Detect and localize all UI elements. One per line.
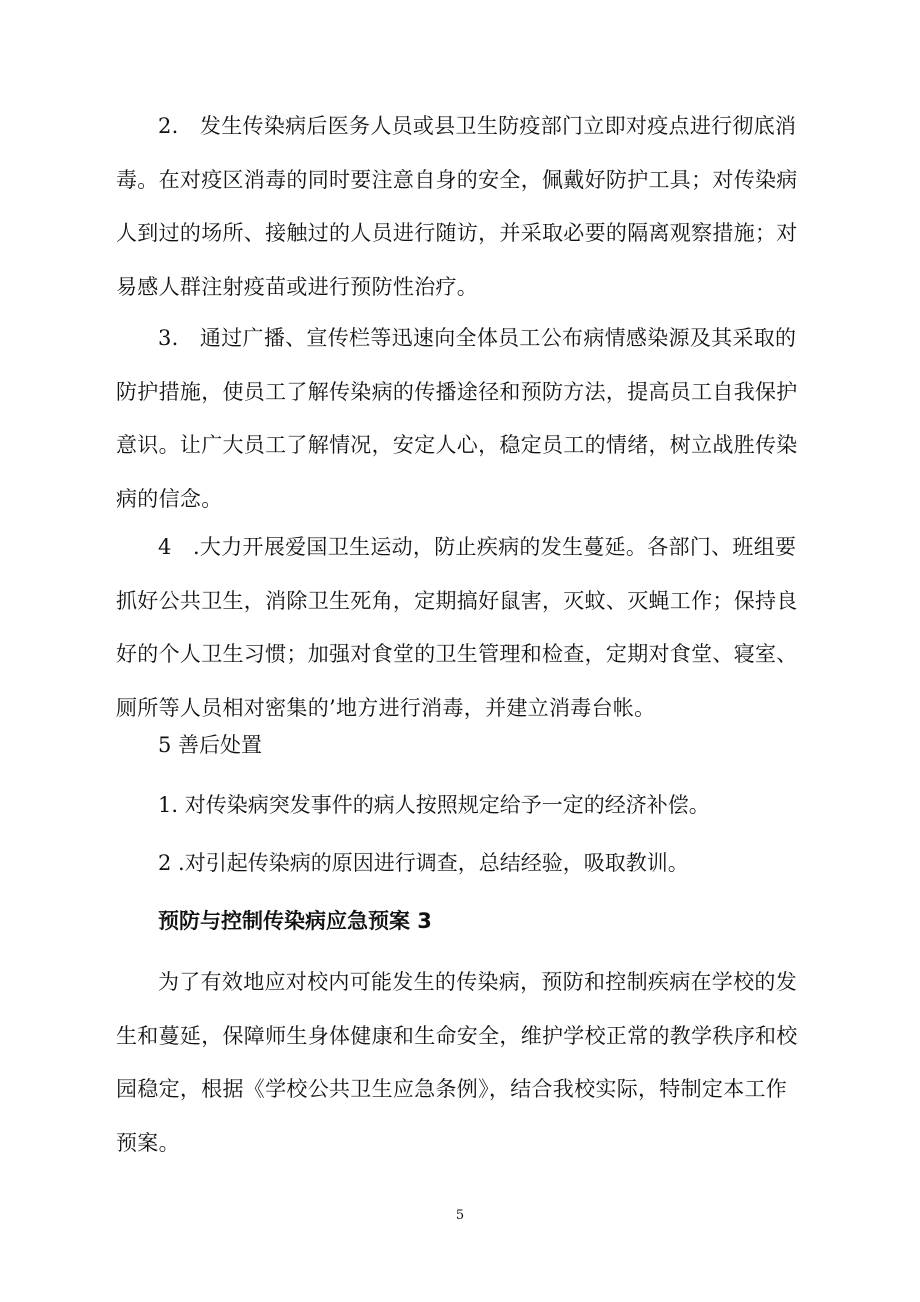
section-5-title: 5 善后处置 <box>158 733 263 757</box>
plan-3-title: 预防与控制传染病应急预案 3 <box>158 909 432 933</box>
paragraph-item-4: 4 .大力开展爱国卫生运动，防止疾病的发生蔓延。各部门、班组要抓好公共卫生，消除卫生死角，定期搞好鼠害，灭蚊、灭蝇工作；保持良好的个人卫生习惯；加强对食堂的卫生管理和检查，定期对食堂、寝室、厕所等人员相对密集的’地方进行消毒，并建立消毒台帐。 <box>116 535 798 720</box>
paragraph-item-3: 3. 通过广播、宣传栏等迅速向全体员工公布病情感染源及其采取的防护措施，使员工了解传染病的传播途径和预防方法，提高员工自我保护意识。让广大员工了解情况，安定人心，稳定员工的情绪，树立战胜传染病的信念。 <box>116 326 798 511</box>
paragraph-item-2: 2. 发生传染病后医务人员或县卫生防疫部门立即对疫点进行彻底消毒。在对疫区消毒的同时要注意自身的安全，佩戴好防护工具；对传染病人到过的场所、接触过的人员进行随访，并采取必要的隔离观察措施；对易感人群注射疫苗或进行预防性治疗。 <box>116 114 798 299</box>
section-5-item-1: 1. 对传染病突发事件的病人按照规定给予一定的经济补偿。 <box>158 793 710 817</box>
plan-3-intro-paragraph: 为了有效地应对校内可能发生的传染病，预防和控制疾病在学校的发生和蔓延，保障师生身体健康和生命安全，维护学校正常的教学秩序和校园稳定，根据《学校公共卫生应急条例》，结合我校实际，特制定本工作预案。 <box>116 970 798 1155</box>
section-5-item-2: 2 .对引起传染病的原因进行调查，总结经验，吸取教训。 <box>158 851 689 875</box>
page-number: 5 <box>455 1208 465 1223</box>
